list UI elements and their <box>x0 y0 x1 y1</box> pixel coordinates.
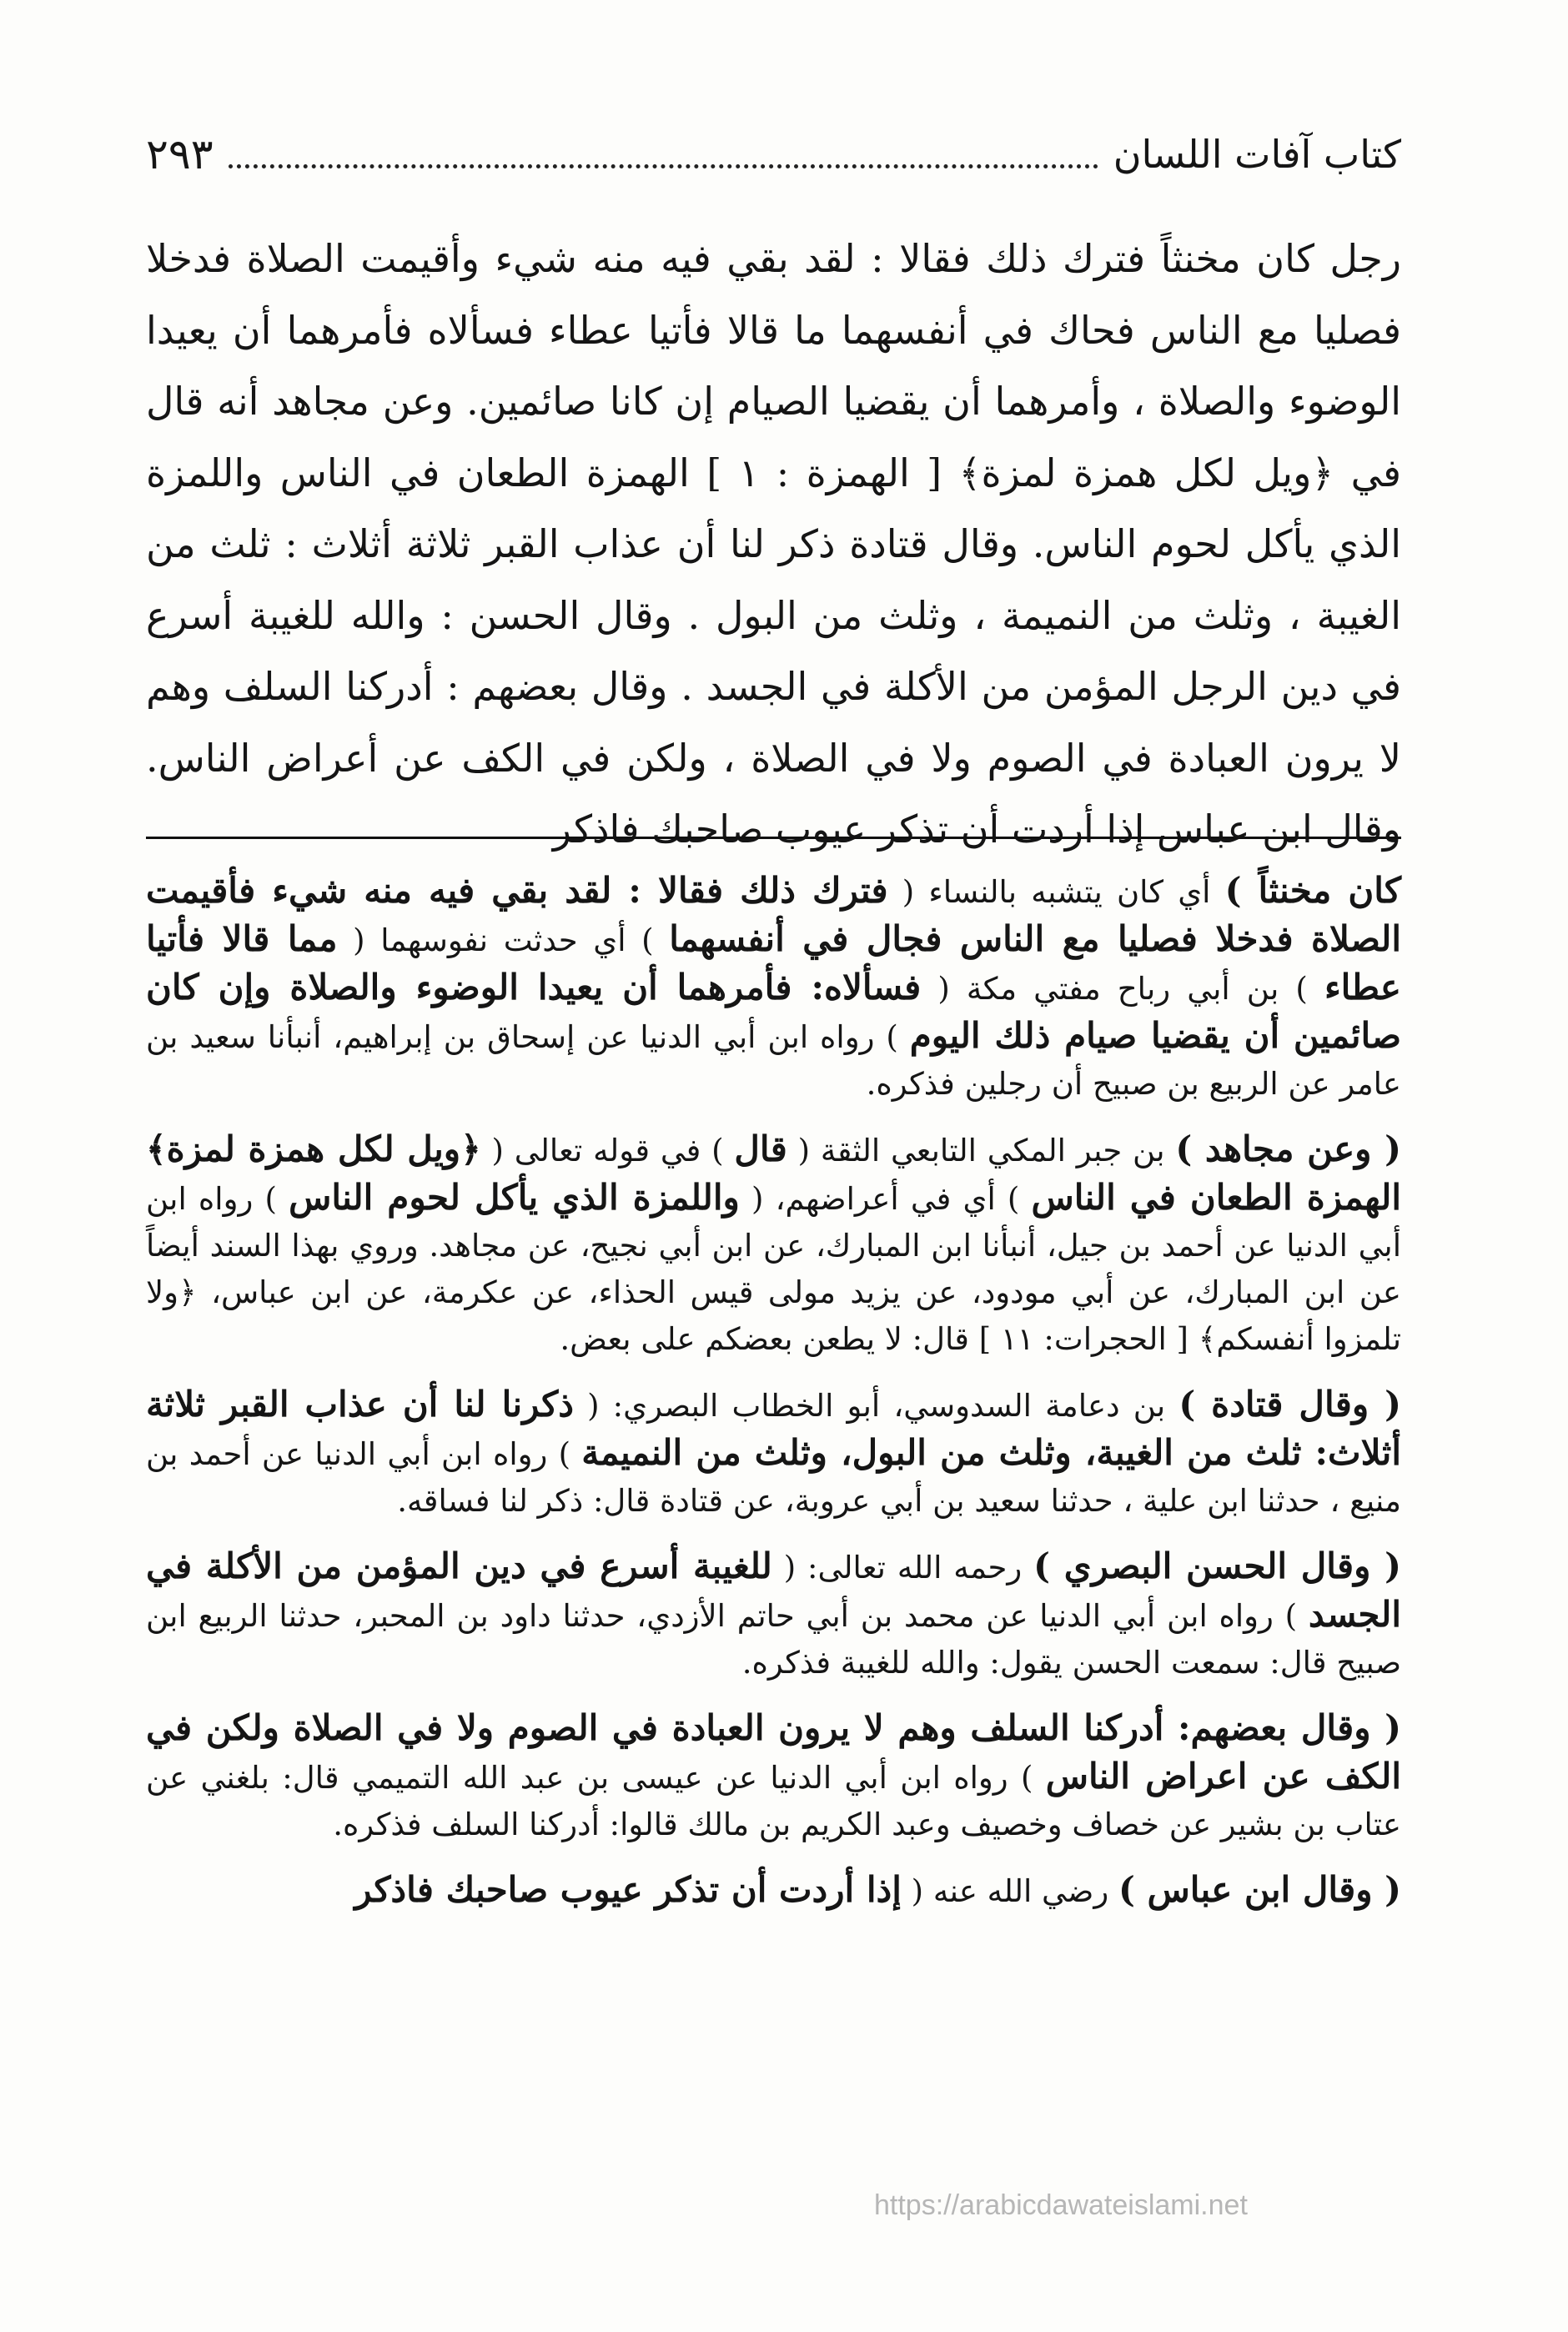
explanation-text: ) في قوله تعالى ( <box>480 1133 735 1169</box>
quote-text: فترك ذلك فقالا : لقد بقي فيه منه شيء فأقيمت الصلاة فدخلا فصليا مع الناس فجال في أنفسهما <box>146 870 1402 959</box>
main-text <box>146 224 1401 866</box>
explanation-text: ) رواه ابن أبي الدنيا عن عيسى بن عبد الله التميمي قال: بلغني عن عتاب بن بشير عن خصاف وخصيف وعبد الكريم بن مالك قالوا: أدركنا السلف فذكره. <box>146 1760 1401 1842</box>
footnote-separator <box>146 837 1401 839</box>
book-title: كتاب آفات اللسان <box>1113 132 1401 177</box>
explanation-text: ) أي في أعراضهم، ( <box>739 1181 1032 1217</box>
note-paragraph <box>146 867 1401 1108</box>
explanation-text: ) أي حدثت نفوسهما ( <box>337 922 670 958</box>
quote-text: قال <box>734 1128 787 1169</box>
commentary <box>146 867 1401 2140</box>
explanation-text: ) رواه ابن أبي الدنيا عن أحمد بن جيل، أنبأنا ابن المبارك، عن ابن أبي نجيح، عن مجاهد. وروي بهذا السند أيضاً عن ابن المبارك، عن أبي مودود، عن يزيد مولى قيس الحذاء، عن عكرمة، عن ابن عباس، ﴿ولا تلمزوا أنفسكم﴾ [ الحجرات: ١١ ] قال: لا يطعن بعضكم على بعض. <box>146 1181 1401 1357</box>
explanation-text: بن جبر المكي التابعي الثقة ( <box>787 1133 1176 1169</box>
quote-text: كان مخنثاً ) <box>1224 870 1401 911</box>
quote-text: ( وقال ابن عباس ) <box>1118 1869 1401 1910</box>
header-dotted-leader <box>229 164 1098 168</box>
quote-text: ( وعن مجاهد ) <box>1175 1128 1401 1169</box>
quote-text: ذكرنا لنا أن عذاب القبر ثلاثة أثلاث: ثلث من الغيبة، وثلث من البول، وثلث من النميمة <box>146 1384 1401 1473</box>
explanation-text: ) رواه ابن أبي الدنيا عن أحمد بن منيع ، حدثنا ابن علية ، حدثنا سعيد بن أبي عروبة، عن قتادة قال: ذكر لنا فساقه. <box>146 1436 1401 1519</box>
explanation-text: رضي الله عنه ( <box>901 1873 1118 1909</box>
quote-text: فسألاه: فأمرهما أن يعيدا الوضوء والصلاة وإن كان صائمين أن يقضيا صيام ذلك اليوم <box>146 967 1402 1056</box>
quote-text: واللمزة الذي يأكل لحوم الناس <box>289 1177 740 1218</box>
explanation-text: ) رواه ابن أبي الدنيا عن محمد بن أبي حاتم الأزدي، حدثنا داود بن المحبر، حدثنا الربيع ابن صبيح قال: سمعت الحسن يقول: والله للغيبة فذكره. <box>146 1598 1401 1681</box>
note-paragraph <box>146 1867 1401 1915</box>
explanation-text: ) رواه ابن أبي الدنيا عن إسحاق بن إبراهيم، أنبأنا سعيد بن عامر عن الربيع بن صبيح أن رجلين فذكره. <box>146 1019 1401 1102</box>
quote-text: ( وقال قتادة ) <box>1179 1384 1401 1425</box>
explanation-text: أي كان يتشبه بالنساء ( <box>887 874 1225 910</box>
note-paragraph <box>146 1705 1401 1848</box>
quote-text: ﴿ويل لكل همزة لمزة﴾ الهمزة الطعان في الناس <box>146 1128 1402 1218</box>
note-paragraph <box>146 1126 1401 1363</box>
quote-text: ( وقال بعضهم: أدركنا السلف وهم لا يرون العبادة في الصوم ولا في الصلاة ولكن في الكف عن اعراض الناس <box>146 1707 1401 1797</box>
running-header <box>146 125 1401 183</box>
quote-text: مما قالا فأتيا عطاء <box>146 918 1401 1008</box>
main-paragraph: رجل كان مخنثاً فترك ذلك فقالا : لقد بقي فيه منه شيء وأقيمت الصلاة فدخلا فصليا مع الناس فحاك في أنفسهما ما قالا فأتيا عطاء فسألاه فأمرهما أن يعيدا الوضوء والصلاة ، وأمرهما أن يقضيا الصيام إن كانا صائمين. وعن مجاهد أنه قال في ﴿ويل لكل همزة لمزة﴾ [ الهمزة : ١ ] الهمزة الطعان في الناس واللمزة الذي يأكل لحوم الناس. وقال قتادة ذكر لنا أن عذاب القبر ثلاثة أثلاث : ثلث من الغيبة ، وثلث من النميمة ، وثلث من البول . وقال الحسن : والله للغيبة أسرع في دين الرجل المؤمن من الأكلة في الجسد . وقال بعضهم : أدركنا السلف وهم لا يرون العبادة في الصوم ولا في الصلاة ، ولكن في الكف عن أعراض الناس. وقال ابن عباس إذا أردت أن تذكر عيوب صاحبك فاذكر <box>146 236 1402 852</box>
explanation-text: ) بن أبي رباح مفتي مكة ( <box>921 971 1324 1007</box>
page-number: ٢٩٣ <box>146 130 214 178</box>
explanation-text: بن دعامة السدوسي، أبو الخطاب البصري: ( <box>573 1388 1179 1424</box>
quote-text: للغيبة أسرع في دين المؤمن من الأكلة في الجسد <box>146 1545 1401 1635</box>
quote-text: ( وقال الحسن البصري ) <box>1033 1545 1401 1586</box>
site-watermark: https://arabicdawateislami.net <box>874 2189 1248 2221</box>
note-paragraph <box>146 1543 1401 1686</box>
explanation-text: رحمه الله تعالى: ( <box>771 1550 1034 1586</box>
note-paragraph <box>146 1381 1401 1525</box>
book-page <box>146 0 1401 2332</box>
quote-text: إذا أردت أن تذكر عيوب صاحبك فاذكر <box>354 1869 902 1910</box>
